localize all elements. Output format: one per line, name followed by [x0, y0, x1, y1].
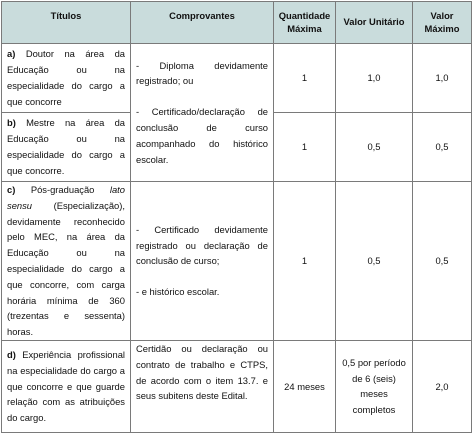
- header-comprovantes: Comprovantes: [131, 2, 274, 44]
- valor-unitario-cell: 0,5 por período de 6 (seis) meses completos: [336, 340, 413, 432]
- titulo-text: Doutor na área da Educação ou na especialidade do cargo a que concorre: [7, 48, 126, 107]
- table-row: [2, 44, 472, 113]
- comprovante-item: - Certificado/declaração de conclusão de curso acompanhado do histórico escolar.: [136, 106, 268, 165]
- titulo-text: (Especialização), devidamente reconhecido pelo MEC, na área da Educação ou na especialidade do cargo a que concorre, com carga horária mínima de 360 (trezentas e sessenta) horas.: [7, 199, 125, 338]
- row-label: b): [7, 117, 16, 129]
- row-label: c): [7, 184, 16, 195]
- titles-scoring-table: [1, 1, 472, 433]
- comprovantes-cell: [131, 44, 274, 182]
- comprovantes-cell: [131, 182, 274, 341]
- titulo-italic-text: lato sensu: [7, 184, 125, 211]
- valor-maximo-cell: 1,0: [413, 44, 472, 113]
- quantidade-cell: 1: [274, 182, 336, 341]
- titulo-text: Experiência profissional na especialidade do cargo a que concorre e que guarde relação com as atribuições do cargo.: [7, 348, 126, 424]
- row-label: d): [7, 348, 16, 360]
- titulo-text: Mestre na área da Educação ou na especialidade do cargo a que concorre.: [7, 117, 125, 176]
- titulo-cell: [2, 44, 131, 113]
- titulo-cell: [2, 340, 131, 432]
- header-titulos: Títulos: [2, 2, 131, 44]
- comprovantes-cell: [131, 340, 274, 432]
- comprovante-item: - Certificado devidamente registrado ou declaração de conclusão de curso;: [136, 223, 268, 267]
- titulo-cell: [2, 113, 131, 182]
- quantidade-cell: 24 meses: [274, 340, 336, 432]
- titulo-text: Pós-graduação: [30, 184, 95, 195]
- valor-maximo-cell: 0,5: [413, 113, 472, 182]
- comprovante-item: Certidão ou declaração ou contrato de trabalho e CTPS, de acordo com o item 13.7. e seus subitens deste Edital.: [136, 342, 268, 402]
- valor-unitario-cell: 0,5: [336, 113, 413, 182]
- header-quantidade-maxima: Quantidade Máxima: [274, 2, 336, 44]
- valor-maximo-cell: 0,5: [413, 182, 472, 341]
- comprovante-item: - Diploma devidamente registrado; ou: [136, 59, 268, 87]
- valor-unitario-cell: 0,5: [336, 182, 413, 341]
- table-row: [2, 182, 472, 341]
- table-row: [2, 340, 472, 432]
- quantidade-cell: 1: [274, 113, 336, 182]
- row-label: a): [7, 48, 16, 60]
- quantidade-cell: 1: [274, 44, 336, 113]
- header-valor-maximo: Valor Máximo: [413, 2, 472, 44]
- titulo-cell: [2, 182, 131, 341]
- comprovante-item: - e histórico escolar.: [136, 286, 220, 298]
- valor-maximo-cell: 2,0: [413, 340, 472, 432]
- valor-unitario-cell: 1,0: [336, 44, 413, 113]
- header-row: [2, 2, 472, 44]
- header-valor-unitario: Valor Unitário: [336, 2, 413, 44]
